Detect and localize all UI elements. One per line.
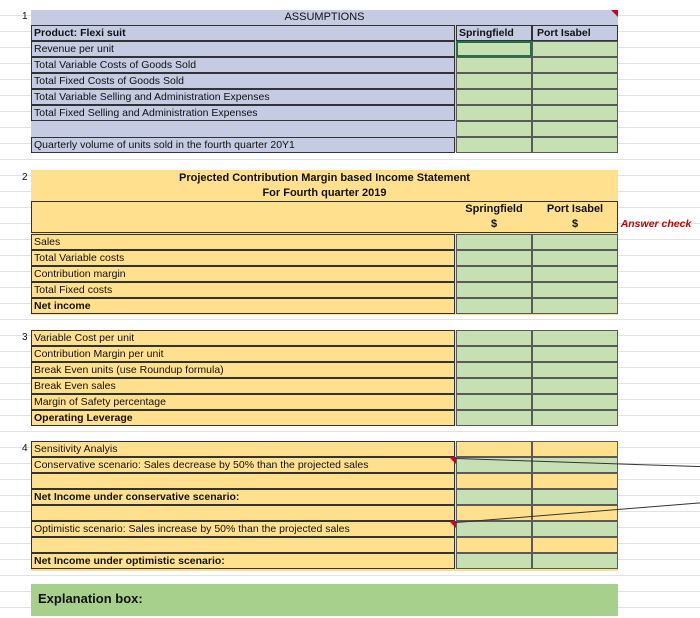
output-springfield-contribution-margin[interactable] [456, 266, 532, 282]
input-springfield-fixed-cogs[interactable] [456, 73, 532, 89]
sensitivity-springfield-blank-3[interactable] [456, 537, 532, 553]
output-springfield-ni-conservative[interactable] [456, 489, 532, 505]
sensitivity-springfield-header[interactable] [456, 441, 532, 457]
input-port-isabel-blank[interactable] [532, 121, 618, 137]
output-springfield-cm-per-unit[interactable] [456, 346, 532, 362]
label-total-fixed-costs: Total Fixed costs [31, 282, 455, 298]
income-statement-title: Projected Contribution Margin based Income Statement [179, 172, 470, 184]
output-port-isabel-ni-optimistic[interactable] [532, 553, 618, 569]
output-port-isabel-operating-leverage[interactable] [532, 410, 618, 426]
currency-springfield: $ [490, 218, 498, 230]
input-springfield-variable-cogs[interactable] [456, 57, 532, 73]
input-port-isabel-revenue[interactable] [532, 41, 618, 57]
input-port-isabel-fixed-sga[interactable] [532, 105, 618, 121]
label-break-even-units: Break Even units (use Roundup formula) [31, 362, 455, 378]
explanation-box-label: Explanation box: [38, 591, 143, 606]
input-springfield-blank[interactable] [456, 121, 532, 137]
label-total-variable-sga: Total Variable Selling and Administration Expenses [31, 89, 455, 105]
output-springfield-variable-costs[interactable] [456, 250, 532, 266]
output-port-isabel-variable-costs[interactable] [532, 250, 618, 266]
output-springfield-vc-per-unit[interactable] [456, 330, 532, 346]
output-port-isabel-margin-of-safety[interactable] [532, 394, 618, 410]
output-port-isabel-ni-conservative[interactable] [532, 489, 618, 505]
currency-port-isabel: $ [571, 218, 579, 230]
input-springfield-fixed-sga[interactable] [456, 105, 532, 121]
section-3-number: 3 [22, 332, 28, 343]
comment-marker-optimistic-icon [449, 521, 456, 528]
section-2-number: 2 [22, 172, 28, 183]
label-sales: Sales [31, 234, 455, 250]
output-springfield-operating-leverage[interactable] [456, 410, 532, 426]
header-springfield-2: Springfield [465, 203, 523, 215]
sensitivity-springfield-blank-1[interactable] [456, 473, 532, 489]
sensitivity-port-isabel-blank-3[interactable] [532, 537, 618, 553]
output-port-isabel-contribution-margin[interactable] [532, 266, 618, 282]
output-springfield-sales[interactable] [456, 234, 532, 250]
output-springfield-break-even-sales[interactable] [456, 378, 532, 394]
label-total-fixed-sga: Total Fixed Selling and Administration Expenses [31, 105, 455, 121]
input-port-isabel-variable-cogs[interactable] [532, 57, 618, 73]
output-port-isabel-break-even-sales[interactable] [532, 378, 618, 394]
label-revenue-per-unit: Revenue per unit [31, 41, 455, 57]
output-springfield-ni-optimistic[interactable] [456, 553, 532, 569]
output-springfield-break-even-units[interactable] [456, 362, 532, 378]
section-4-number: 4 [22, 443, 28, 454]
output-port-isabel-optimistic[interactable] [532, 521, 618, 537]
label-net-income-optimistic: Net Income under optimistic scenario: [31, 553, 455, 569]
input-springfield-revenue[interactable] [456, 41, 532, 57]
sensitivity-port-isabel-blank-1[interactable] [532, 473, 618, 489]
output-port-isabel-vc-per-unit[interactable] [532, 330, 618, 346]
output-springfield-fixed-costs[interactable] [456, 282, 532, 298]
output-port-isabel-net-income[interactable] [532, 298, 618, 314]
output-port-isabel-conservative[interactable] [532, 457, 618, 473]
label-break-even-sales: Break Even sales [31, 378, 455, 394]
output-springfield-optimistic[interactable] [456, 521, 532, 537]
label-total-variable-costs: Total Variable costs [31, 250, 455, 266]
input-port-isabel-volume[interactable] [532, 137, 618, 153]
header-port-isabel: Port Isabel [532, 25, 618, 41]
input-port-isabel-fixed-cogs[interactable] [532, 73, 618, 89]
label-blank-row-3 [31, 537, 455, 553]
answer-check-label: Answer check [620, 218, 692, 230]
output-springfield-net-income[interactable] [456, 298, 532, 314]
header-port-isabel-2: Port Isabel [546, 203, 604, 215]
label-blank-row-2 [31, 505, 455, 521]
output-port-isabel-sales[interactable] [532, 234, 618, 250]
label-margin-of-safety: Margin of Safety percentage [31, 394, 455, 410]
label-net-income-conservative: Net Income under conservative scenario: [31, 489, 455, 505]
label-total-variable-cogs: Total Variable Costs of Goods Sold [31, 57, 455, 73]
comment-marker-conservative-icon [449, 457, 456, 464]
output-port-isabel-fixed-costs[interactable] [532, 282, 618, 298]
income-statement-subtitle: For Fourth quarter 2019 [262, 187, 387, 199]
assumptions-title: ASSUMPTIONS [284, 11, 365, 23]
label-operating-leverage: Operating Leverage [31, 410, 455, 426]
input-springfield-variable-sga[interactable] [456, 89, 532, 105]
output-port-isabel-cm-per-unit[interactable] [532, 346, 618, 362]
label-variable-cost-per-unit: Variable Cost per unit [31, 330, 455, 346]
sensitivity-port-isabel-header[interactable] [532, 441, 618, 457]
label-sensitivity-analysis: Sensitivity Analyis [31, 441, 455, 457]
label-product: Product: Flexi suit [31, 25, 455, 41]
comment-marker-icon [611, 10, 618, 17]
label-total-fixed-cogs: Total Fixed Costs of Goods Sold [31, 73, 455, 89]
output-port-isabel-break-even-units[interactable] [532, 362, 618, 378]
input-port-isabel-variable-sga[interactable] [532, 89, 618, 105]
label-quarterly-volume: Quarterly volume of units sold in the fourth quarter 20Y1 [31, 137, 455, 153]
input-springfield-volume[interactable] [456, 137, 532, 153]
label-contribution-margin-per-unit: Contribution Margin per unit [31, 346, 455, 362]
header-springfield: Springfield [456, 25, 532, 41]
label-optimistic-scenario: Optimistic scenario: Sales increase by 50% than the projected sales [31, 521, 455, 537]
label-conservative-scenario: Conservative scenario: Sales decrease by 50% than the projected sales [31, 457, 455, 473]
label-blank-row-1 [31, 473, 455, 489]
output-springfield-margin-of-safety[interactable] [456, 394, 532, 410]
label-contribution-margin: Contribution margin [31, 266, 455, 282]
section-1-number: 1 [22, 11, 28, 22]
label-net-income: Net income [31, 298, 455, 314]
